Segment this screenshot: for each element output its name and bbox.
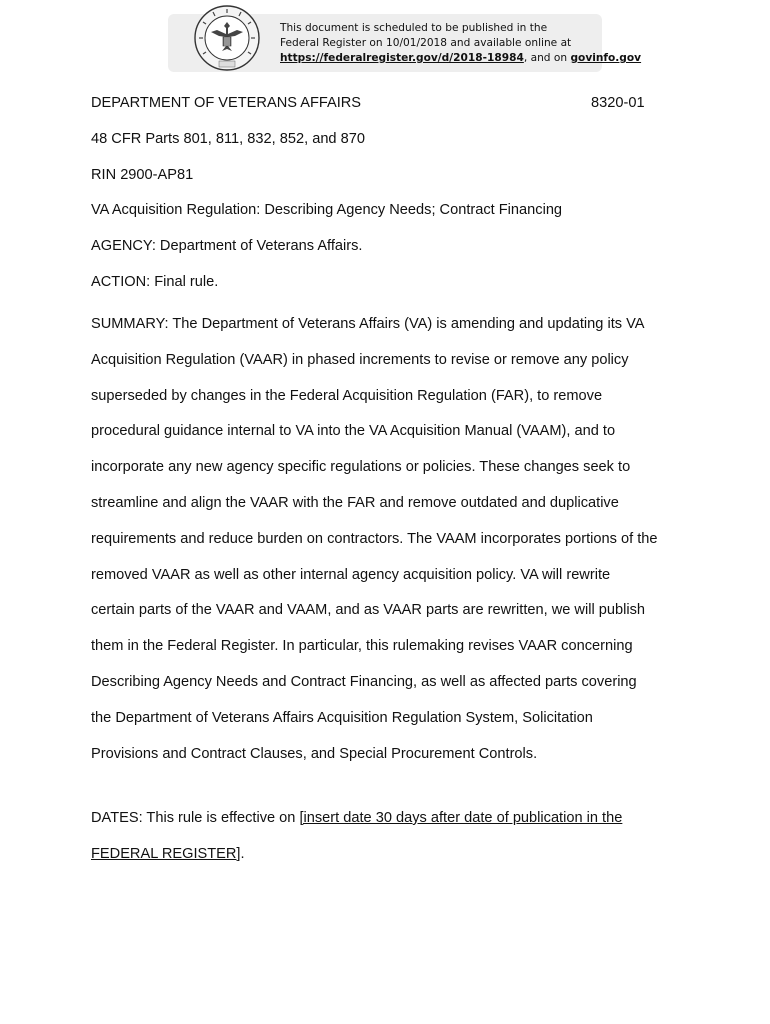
summary-line: procedural guidance internal to VA into the VA Acquisition Manual (VAAM), and to — [91, 423, 616, 440]
rin-number: RIN 2900-AP81 — [91, 167, 194, 183]
publication-banner — [168, 14, 642, 72]
federal-register-link[interactable]: https://federalregister.gov/d/2018-18984 — [280, 52, 524, 64]
notice-line-1: This document is scheduled to be published in the — [280, 22, 548, 34]
summary-paragraph — [91, 307, 681, 772]
dates-end: . — [240, 846, 245, 862]
notice-line-3 — [280, 51, 641, 66]
summary-line: requirements and reduce burden on contractors. The VAAM incorporates portions of the — [91, 530, 658, 547]
summary-line: certain parts of the VAAR and VAAM, and as VAAR parts are rewritten, we will publish — [91, 602, 645, 619]
summary-line: SUMMARY: The Department of Veterans Affairs (VA) is amending and updating its VA — [91, 316, 645, 332]
dates-line-1 — [91, 810, 622, 826]
summary-line: Acquisition Regulation (VAAR) in phased increments to revise or remove any policy — [91, 351, 629, 368]
summary-line: superseded by changes in the Federal Acquisition Regulation (FAR), to remove — [91, 387, 603, 404]
summary-line: Provisions and Contract Clauses, and Special Procurement Controls. — [91, 745, 538, 762]
cfr-parts: 48 CFR Parts 801, 811, 832, 852, and 870 — [91, 131, 365, 147]
dates-line-2 — [91, 846, 245, 862]
document-number: 8320-01 — [591, 95, 645, 111]
summary-line: removed VAAR as well as other internal agency acquisition policy. VA will rewrite — [91, 566, 611, 583]
govinfo-link[interactable]: govinfo.gov — [570, 52, 642, 64]
summary-line: the Department of Veterans Affairs Acquisition Regulation System, Solicitation — [91, 709, 593, 726]
department-heading: DEPARTMENT OF VETERANS AFFAIRS — [91, 95, 362, 111]
summary-line: Describing Agency Needs and Contract Financing, as well as affected parts covering — [91, 673, 637, 690]
rule-title: VA Acquisition Regulation: Describing Agency Needs; Contract Financing — [91, 202, 563, 218]
summary-line: incorporate any new agency specific regulations or policies. These changes seek to — [91, 459, 631, 476]
notice-line-2: Federal Register on 10/01/2018 and available online at — [280, 37, 572, 49]
dates-placeholder-2: FEDERAL REGISTER] — [91, 846, 241, 862]
summary-line: streamline and align the VAAR with the FAR and remove outdated and duplicative — [91, 494, 619, 511]
action-line: ACTION: Final rule. — [91, 274, 219, 290]
national-archives-seal-icon — [193, 4, 261, 72]
summary-line: them in the Federal Register. In particular, this rulemaking revises VAAR concerning — [91, 638, 633, 655]
notice-connector: , and on — [523, 52, 571, 64]
publication-notice — [280, 21, 641, 66]
agency-line: AGENCY: Department of Veterans Affairs. — [91, 238, 363, 254]
dates-label: DATES: This rule is effective on — [91, 810, 300, 826]
dates-placeholder-1: [insert date 30 days after date of publication in the — [299, 810, 623, 826]
